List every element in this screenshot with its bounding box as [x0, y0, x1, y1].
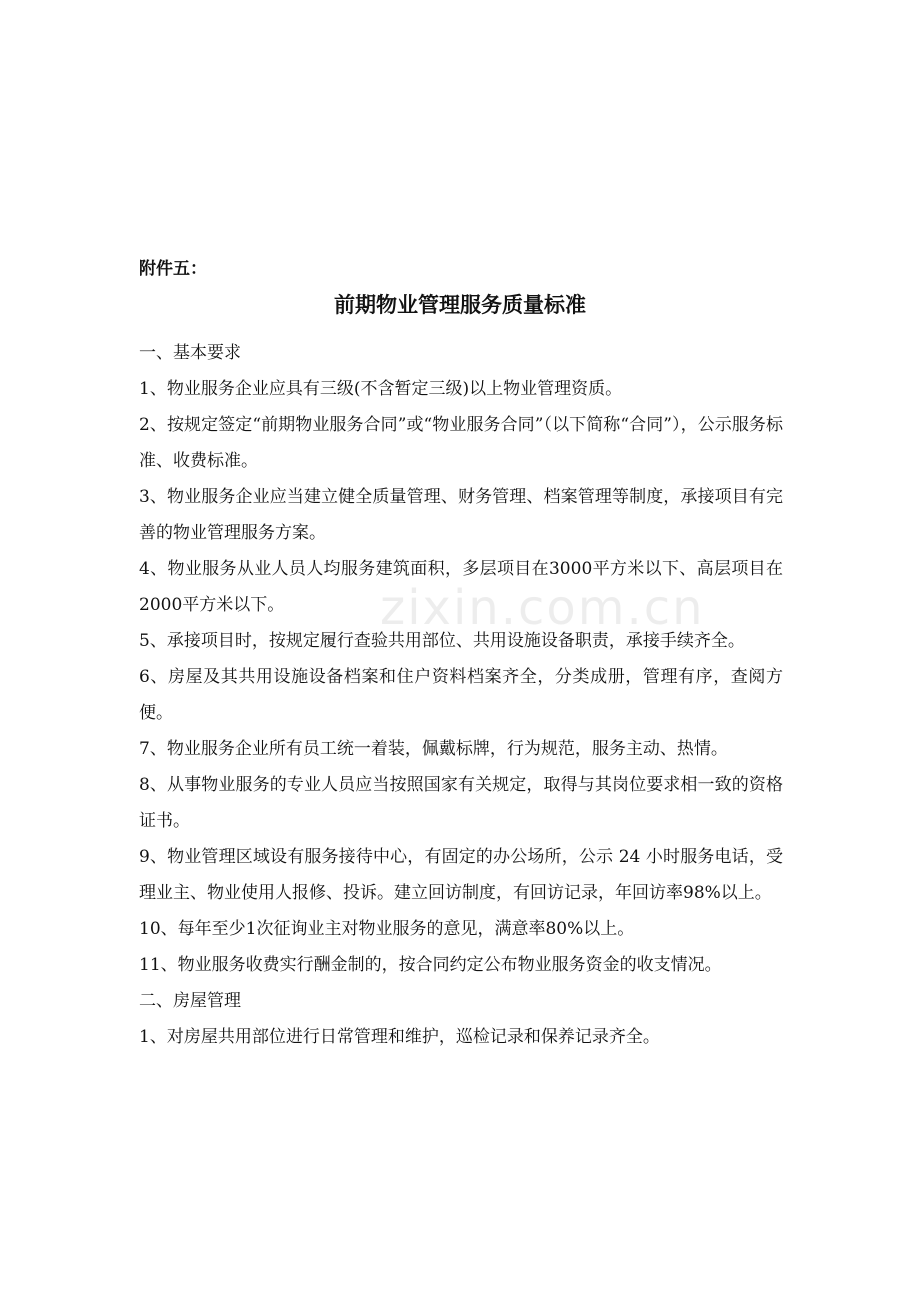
paragraph: 6、房屋及其共用设施设备档案和住户资料档案齐全，分类成册，管理有序，查阅方便。 — [139, 667, 783, 723]
annex-label: 附件五： — [139, 259, 207, 279]
paragraph: 4、物业服务从业人员人均服务建筑面积，多层项目在3000平方米以下、高层项目在2000平方米以下。 — [139, 559, 783, 615]
paragraph: 8、从事物业服务的专业人员应当按照国家有关规定，取得与其岗位要求相一致的资格证书。 — [139, 775, 783, 831]
watermark: zixin.com.cn — [380, 580, 705, 636]
paragraph: 10、每年至少1次征询业主对物业服务的意见，满意率80%以上。 — [139, 919, 635, 939]
paragraph: 9、物业管理区域设有服务接待中心，有固定的办公场所，公示 24 小时服务电话，受理业主、物业使用人报修、投诉。建立回访制度，有回访记录，年回访率98%以上。 — [139, 847, 783, 903]
paragraph: 1、物业服务企业应具有三级(不含暂定三级)以上物业管理资质。 — [139, 379, 623, 399]
document-body — [139, 335, 783, 1055]
section-heading-housing: 二、房屋管理 — [139, 991, 241, 1011]
paragraph: 3、物业服务企业应当建立健全质量管理、财务管理、档案管理等制度，承接项目有完善的物业管理服务方案。 — [139, 487, 783, 543]
paragraph: 11、物业服务收费实行酬金制的，按合同约定公布物业服务资金的收支情况。 — [139, 955, 722, 975]
paragraph: 1、对房屋共用部位进行日常管理和维护，巡检记录和保养记录齐全。 — [139, 1027, 660, 1047]
paragraph: 5、承接项目时，按规定履行查验共用部位、共用设施设备职责，承接手续齐全。 — [139, 631, 745, 651]
paragraph: 7、物业服务企业所有员工统一着装，佩戴标牌，行为规范，服务主动、热情。 — [139, 739, 728, 759]
paragraph: 2、按规定签定“前期物业服务合同”或“物业服务合同”（以下简称“合同”），公示服务标准、收费标准。 — [139, 415, 783, 471]
document-title: 前期物业管理服务质量标准 — [334, 292, 586, 317]
section-heading-basic: 一、基本要求 — [139, 343, 241, 363]
